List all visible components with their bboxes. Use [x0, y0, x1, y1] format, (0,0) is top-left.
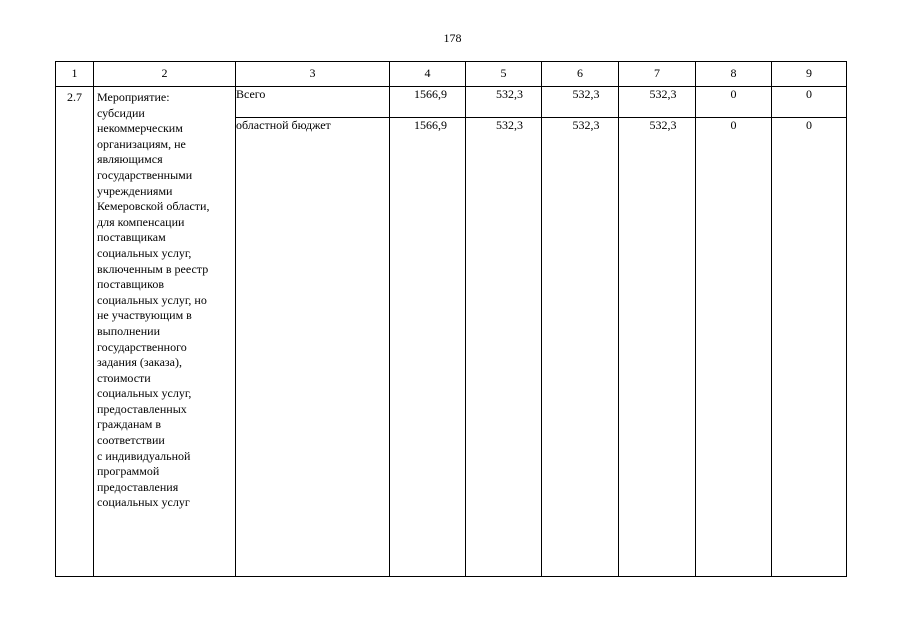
column-header-6: 6 — [542, 62, 619, 87]
row-index-cell — [56, 87, 94, 577]
value-regional-col5: 532,3 — [496, 118, 523, 132]
value-regional-col4: 1566,9 — [414, 118, 447, 132]
funding-source-total: Всего — [236, 87, 390, 118]
measure-description-cell — [94, 87, 236, 577]
value-total-col5: 532,3 — [496, 87, 523, 101]
value-total-col4: 1566,9 — [414, 87, 447, 101]
column-header-1: 1 — [56, 62, 94, 87]
budget-table — [55, 61, 847, 577]
column-header-9: 9 — [772, 62, 847, 87]
value-cell — [619, 118, 696, 577]
value-regional-col7: 532,3 — [649, 118, 677, 132]
value-regional-col8: 0 — [730, 118, 737, 132]
column-header-5: 5 — [466, 62, 542, 87]
column-header-7: 7 — [619, 62, 696, 87]
column-header-3: 3 — [236, 62, 390, 87]
funding-source-regional: областной бюджет — [236, 118, 390, 577]
table-header-row — [56, 62, 847, 87]
page-number: 178 — [443, 31, 462, 45]
value-regional-col6: 532,3 — [572, 118, 600, 132]
value-total-col7: 532,3 — [649, 87, 677, 101]
value-total-col8: 0 — [730, 87, 737, 101]
value-regional-col9: 0 — [806, 118, 812, 132]
table-row-total — [56, 87, 847, 118]
column-header-2: 2 — [94, 62, 236, 87]
value-cell — [390, 87, 466, 118]
value-cell — [619, 87, 696, 118]
value-cell — [696, 118, 772, 577]
value-total-col9: 0 — [806, 87, 812, 101]
value-cell — [466, 87, 542, 118]
column-header-4: 4 — [390, 62, 466, 87]
value-cell — [542, 118, 619, 577]
value-total-col6: 532,3 — [572, 87, 600, 101]
column-header-8: 8 — [696, 62, 772, 87]
value-cell — [390, 118, 466, 577]
value-cell — [772, 118, 847, 577]
measure-description: Мероприятие: субсидии некоммерческим организациям, не являющимся государственными учреждениями Кемеровской области, для компенсации поставщикам социальных услуг, включенным в реестр поставщиков социальных услуг, но не участвующим в выполнении государственного задания (заказа), стоимости социальных услуг, предоставленных гражданам в соответствии с индивидуальной программой предоставления социальных услуг — [97, 90, 210, 510]
value-cell — [772, 87, 847, 118]
value-cell — [542, 87, 619, 118]
row-index: 2.7 — [67, 90, 82, 104]
value-cell — [696, 87, 772, 118]
value-cell — [466, 118, 542, 577]
